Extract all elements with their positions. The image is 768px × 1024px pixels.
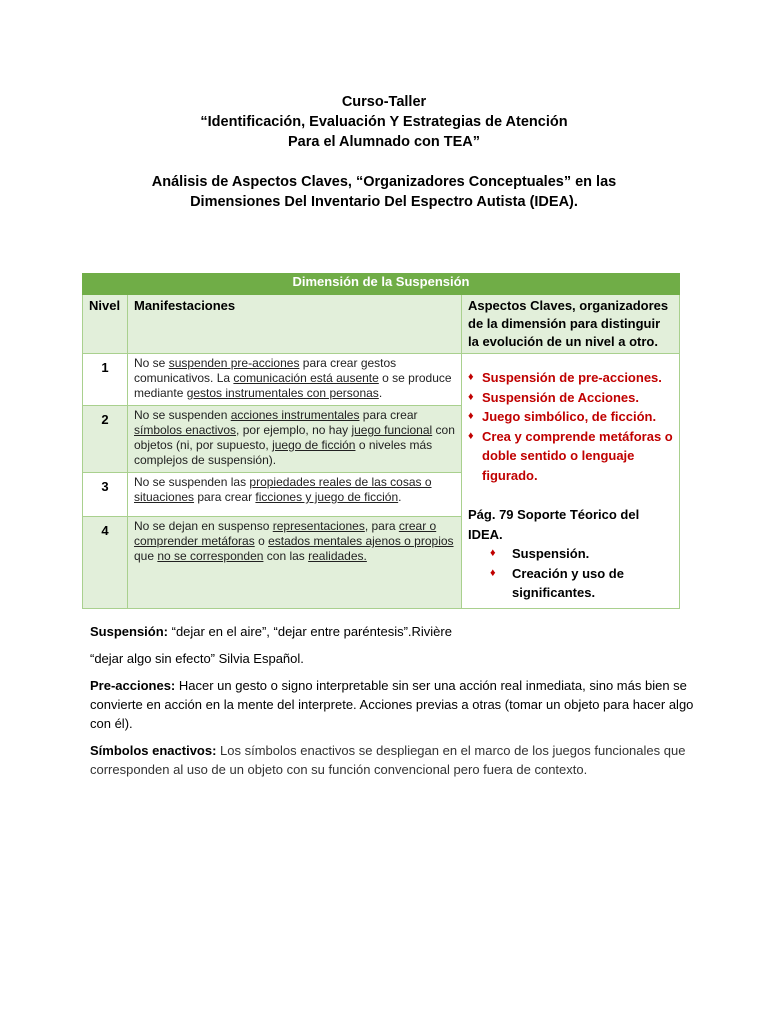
underlined-term: comunicación está ausente	[233, 371, 379, 385]
definition-preacciones: Pre-acciones: Hacer un gesto o signo interpretable sin ser una acción real inmediata, sino más bien se convierte en acción en la mente del interprete. Acciones previas a otras (tomar un objeto para hacer algo con él).	[90, 678, 694, 731]
underlined-term: símbolos enactivos	[134, 423, 237, 437]
underlined-term: suspenden pre-acciones	[168, 356, 300, 370]
underlined-term: acciones instrumentales	[230, 408, 360, 422]
manifestation-cell	[128, 354, 462, 406]
table-row	[83, 354, 680, 406]
text-fragment: para crear gestos comunicativos. La	[134, 356, 397, 385]
analysis-title-line1: Análisis de Aspectos Claves, “Organizadores Conceptuales” en las	[151, 174, 617, 190]
underlined-term: gestos instrumentales con personas	[186, 386, 379, 400]
underlined-term: ficciones y juego de ficción	[255, 490, 399, 504]
nivel-cell: 3	[83, 473, 128, 517]
text-fragment: No se suspenden las	[134, 475, 250, 489]
nivel-cell: 2	[83, 406, 128, 473]
text-fragment: para crear	[194, 490, 256, 504]
text-fragment: , por ejemplo, no hay	[236, 423, 352, 437]
list-item: ♦ Suspensión de pre-acciones.	[468, 368, 673, 388]
underlined-term: estados mentales ajenos o propios	[268, 534, 454, 548]
definition-suspension: Suspensión: “dejar en el aire”, “dejar entre paréntesis”.Rivière	[90, 624, 452, 639]
underlined-term: juego funcional	[351, 423, 433, 437]
manifestation-cell	[128, 473, 462, 517]
course-title: Curso-Taller	[341, 94, 427, 110]
underlined-term: no se corresponden	[157, 549, 264, 563]
text-fragment: o se produce mediante	[134, 371, 452, 400]
title-block	[80, 92, 688, 212]
text-fragment: No se dejan en suspenso	[134, 519, 273, 533]
dimension-header: Dimensión de la Suspensión	[83, 274, 680, 295]
definition-simbolos: Símbolos enactivos: Los símbolos enactivos se despliegan en el marco de los juegos funcionales que corresponden al uso de un objeto con su función convencional pero fuera de contexto.	[90, 743, 686, 777]
diamond-bullet-icon: ♦	[468, 429, 474, 442]
nivel-cell: 4	[83, 517, 128, 609]
underlined-term: representaciones	[272, 519, 365, 533]
key-aspects-list	[468, 368, 673, 485]
manifestation-cell	[128, 406, 462, 473]
diamond-bullet-icon: ♦	[468, 390, 474, 403]
list-item: ♦ Suspensión.	[490, 544, 673, 564]
suspension-table	[82, 273, 680, 609]
page-reference: Pág. 79 Soporte Téorico del IDEA.	[468, 507, 640, 542]
diamond-bullet-icon: ♦	[468, 371, 474, 383]
text-fragment: que	[134, 549, 158, 563]
text-fragment: , para	[364, 519, 399, 533]
list-item: ♦ Crea y comprende metáforas o doble sentido o lenguaje figurado.	[468, 428, 673, 483]
definition-suspension-alt: “dejar algo sin efecto” Silvia Español.	[90, 651, 304, 666]
theory-list	[468, 544, 673, 603]
underlined-term: crear o comprender metáforas	[134, 519, 437, 548]
text-fragment: No se suspenden	[134, 408, 231, 422]
list-item: ♦ Creación y uso de significantes.	[490, 565, 624, 600]
text-fragment: o	[254, 534, 269, 548]
underlined-term: juego de ficción	[272, 438, 356, 452]
text-fragment: .	[398, 490, 402, 504]
diamond-bullet-icon: ♦	[490, 566, 496, 579]
definitions-section	[90, 622, 700, 787]
manifestation-cell	[128, 517, 462, 609]
text-fragment: para crear	[359, 408, 418, 422]
text-fragment: No se	[134, 356, 169, 370]
text-fragment: o niveles más complejos de suspensión).	[134, 438, 433, 467]
text-fragment: .	[378, 386, 383, 400]
list-item: ♦ Suspensión de Acciones.	[468, 388, 673, 408]
column-header-aspectos: Aspectos Claves, organizadores de la dimensión para distinguir la evolución de un nivel a otro.	[462, 295, 680, 354]
analysis-title-line2: Dimensiones Del Inventario Del Espectro Autista (IDEA).	[190, 194, 578, 210]
column-header-nivel: Nivel	[83, 295, 128, 354]
text-fragment: con objetos (ni, por supuesto,	[134, 423, 455, 452]
list-item: ♦ Juego simbólico, de ficción.	[468, 407, 673, 427]
nivel-cell: 1	[83, 354, 128, 406]
underlined-term: propiedades reales de las cosas o situaciones	[134, 475, 432, 504]
diamond-bullet-icon: ♦	[490, 547, 496, 559]
diamond-bullet-icon: ♦	[468, 410, 474, 422]
course-subtitle-line1: “Identificación, Evaluación Y Estrategias de Atención	[200, 114, 568, 130]
aspects-cell	[462, 354, 680, 609]
text-fragment: con las	[263, 549, 309, 563]
course-subtitle-line2: Para el Alumnado con TEA”	[287, 134, 481, 150]
underlined-term: realidades.	[308, 549, 367, 563]
column-header-manifestaciones: Manifestaciones	[128, 295, 462, 354]
